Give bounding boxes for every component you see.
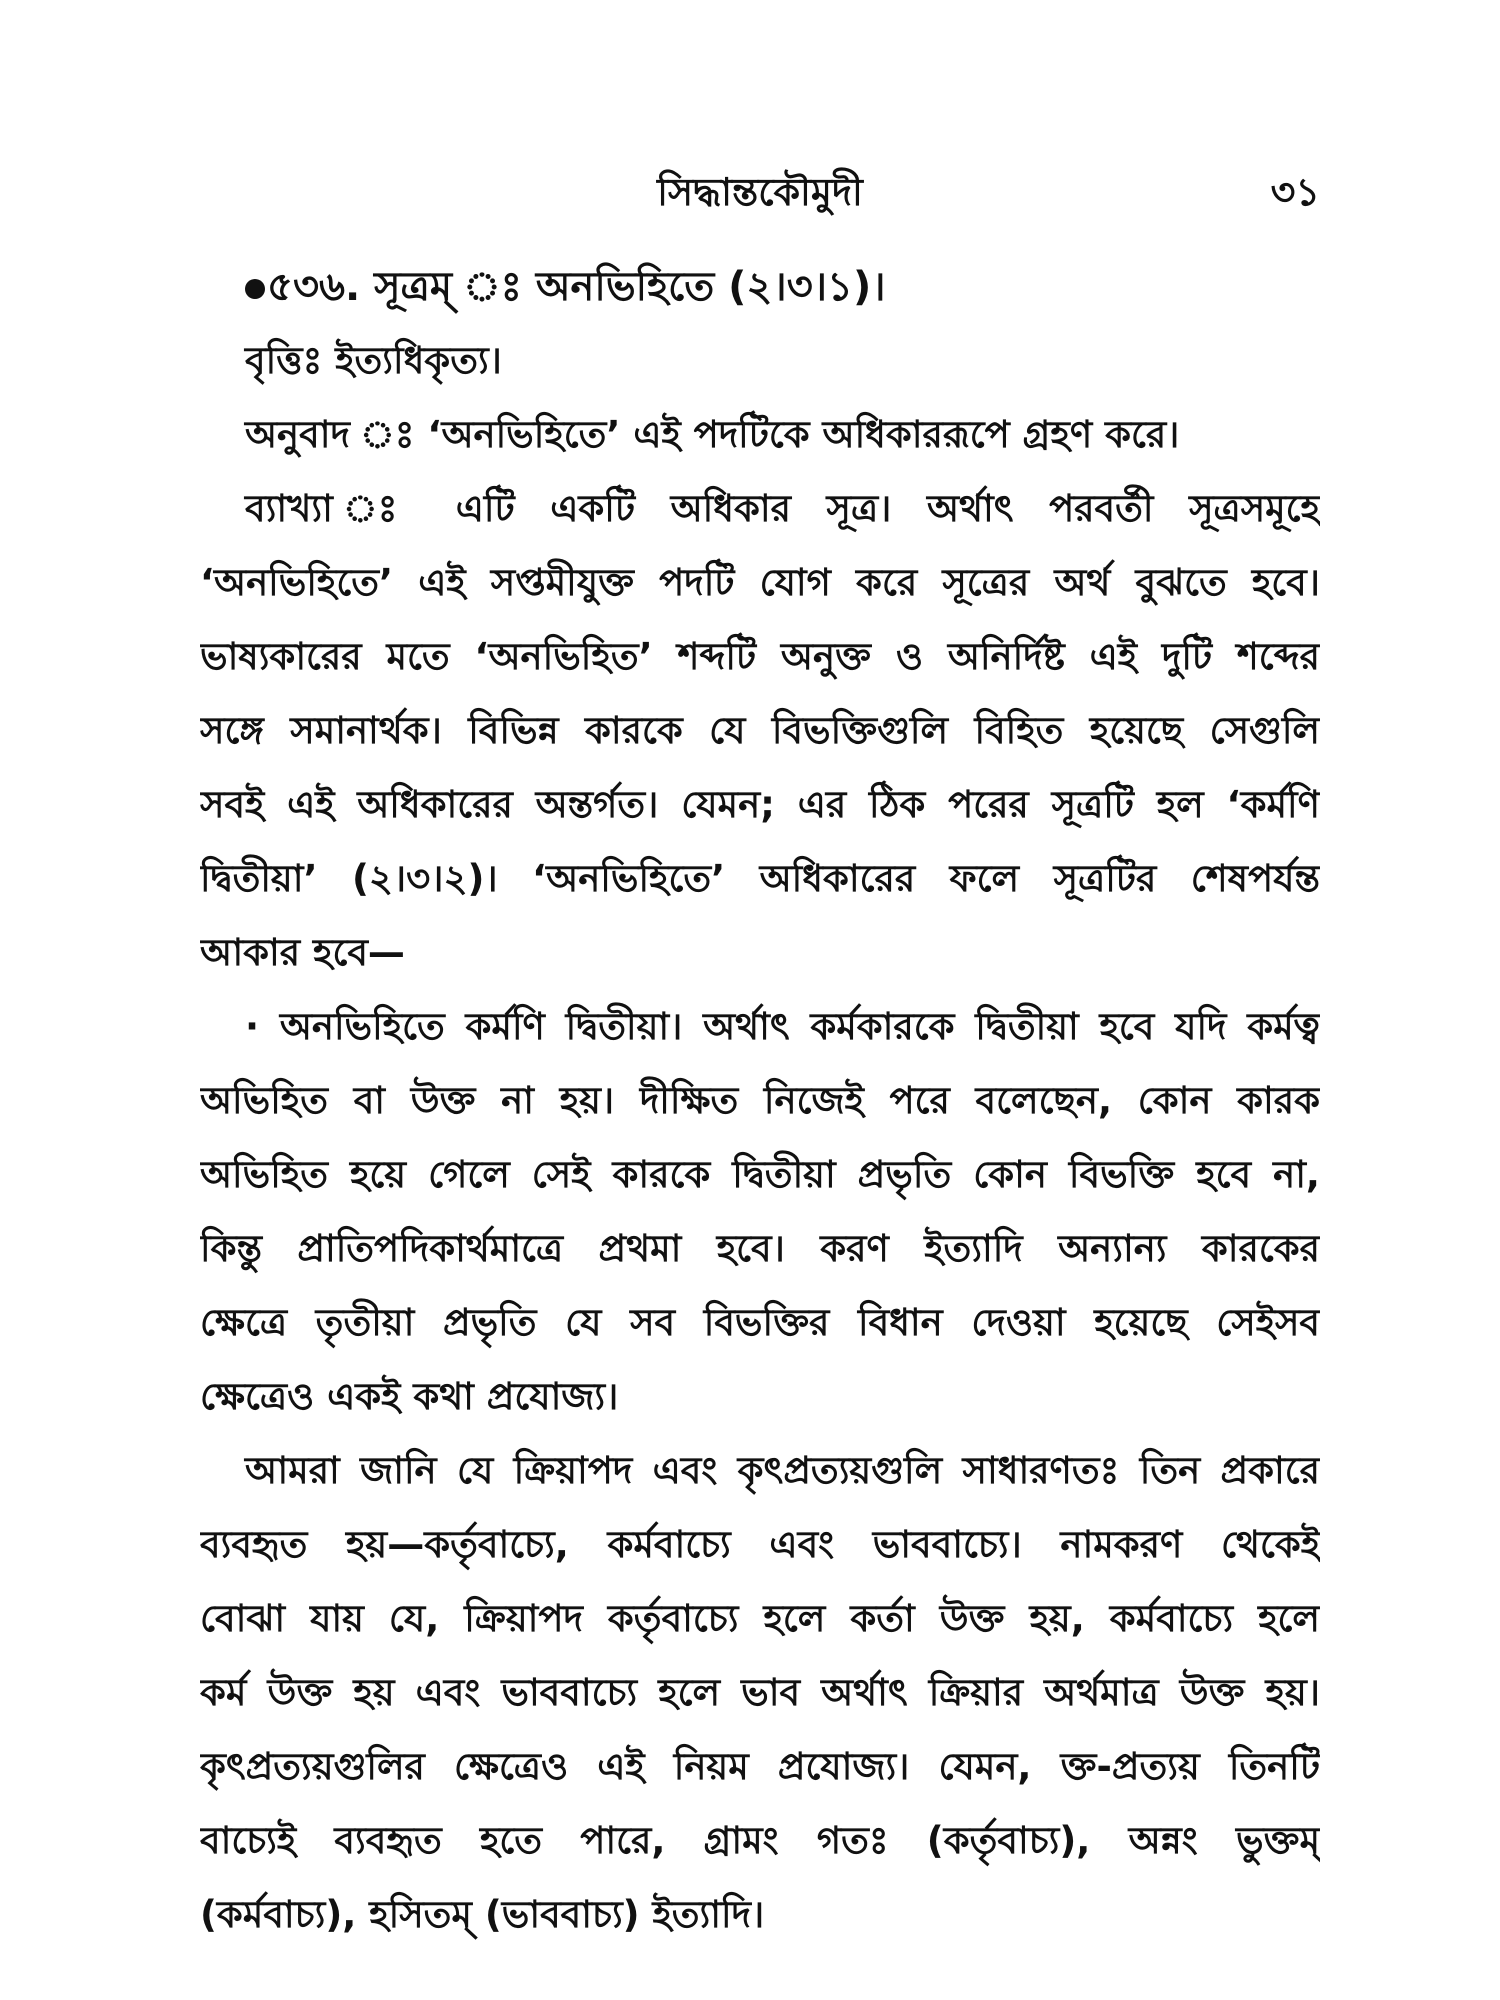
text-line: বাচ্যেই ব্যবহৃত হতে পারে, গ্রামং গতঃ (কর্তৃবাচ্য), অন্নং ভুক্তম্ (200, 1819, 1320, 1862)
page-number: ৩১ (1270, 170, 1320, 214)
text-line: আকার হবে— (200, 931, 405, 974)
bullet-icon (245, 279, 265, 299)
page-content (200, 250, 1320, 1952)
text-line: দ্বিতীয়া’ (২।৩।২)। ‘অনভিহিতে’ অধিকারের ফলে সূত্রটির শেষপর্যন্ত (200, 857, 1320, 900)
text-line: ভাষ্যকারের মতে ‘অনভিহিত’ শব্দটি অনুক্ত ও অনির্দিষ্ট এই দুটি শব্দের (200, 635, 1320, 678)
text-line: কিন্তু প্রাতিপদিকার্থমাত্রে প্রথমা হবে। করণ ইত্যাদি অন্যান্য কারকের (200, 1227, 1320, 1270)
text-line: ক্ষেত্রে তৃতীয়া প্রভৃতি যে সব বিভক্তির বিধান দেওয়া হয়েছে সেইসব (200, 1301, 1320, 1344)
text-line: অভিহিত বা উক্ত না হয়। দীক্ষিত নিজেই পরে বলেছেন, কোন কারক (200, 1079, 1320, 1122)
text-line: সঙ্গে সমানার্থক। বিভিন্ন কারকে যে বিভক্তিগুলি বিহিত হয়েছে সেগুলি (200, 709, 1320, 752)
text-line: ব্যবহৃত হয়—কর্তৃবাচ্যে, কর্মবাচ্যে এবং ভাববাচ্যে। নামকরণ থেকেই (200, 1523, 1320, 1566)
text-line: ক্ষেত্রেও একই কথা প্রযোজ্য। (200, 1375, 619, 1418)
vyakhya-paragraph (200, 472, 1320, 990)
anuvada-line: অনুবাদ ঃ ‘অনভিহিতে’ এই পদটিকে অধিকাররূপে গ্রহণ করে। (245, 413, 1180, 456)
text-line: আমরা জানি যে ক্রিয়াপদ এবং কৃৎপ্রত্যয়গুলি সাধারণতঃ তিন প্রকারে (245, 1449, 1320, 1492)
text-line: ব্যাখ্যা ঃ এটি একটি অধিকার সূত্র। অর্থাৎ পরবর্তী সূত্রসমূহে (245, 487, 1320, 530)
vritti-line: বৃত্তিঃ ইত্যধিকৃত্য। (245, 339, 502, 382)
text-line: কর্ম উক্ত হয় এবং ভাববাচ্যে হলে ভাব অর্থাৎ ক্রিয়ার অর্থমাত্র উক্ত হয়। (200, 1671, 1320, 1714)
vachya-paragraph (200, 1434, 1320, 1952)
text-line: অভিহিত হয়ে গেলে সেই কারকে দ্বিতীয়া প্রভৃতি কোন বিভক্তি হবে না, (200, 1153, 1320, 1196)
page-header (200, 162, 1320, 222)
sutra-heading-text: ৫৩৬. সূত্রম্ ঃ অনভিহিতে (২।৩।১)। (267, 264, 886, 310)
example-paragraph (200, 990, 1320, 1434)
sutra-heading (200, 250, 1320, 324)
text-line: (কর্মবাচ্য), হসিতম্ (ভাববাচ্য) ইত্যাদি। (200, 1893, 765, 1936)
text-line: ‘অনভিহিতে’ এই সপ্তমীযুক্ত পদটি যোগ করে সূত্রের অর্থ বুঝতে হবে। (200, 561, 1320, 604)
running-title: সিদ্ধান্তকৌমুদী (657, 170, 863, 214)
text-line: বোঝা যায় যে, ক্রিয়াপদ কর্তৃবাচ্যে হলে কর্তা উক্ত হয়, কর্মবাচ্যে হলে (200, 1597, 1320, 1640)
text-line: · অনভিহিতে কর্মণি দ্বিতীয়া। অর্থাৎ কর্মকারকে দ্বিতীয়া হবে যদি কর্মত্ব (245, 1005, 1320, 1048)
text-line: কৃৎপ্রত্যয়গুলির ক্ষেত্রেও এই নিয়ম প্রযোজ্য। যেমন, ক্ত-প্রত্যয় তিনটি (200, 1745, 1320, 1788)
text-line: সবই এই অধিকারের অন্তর্গত। যেমন; এর ঠিক পরের সূত্রটি হল ‘কর্মণি (200, 783, 1320, 826)
